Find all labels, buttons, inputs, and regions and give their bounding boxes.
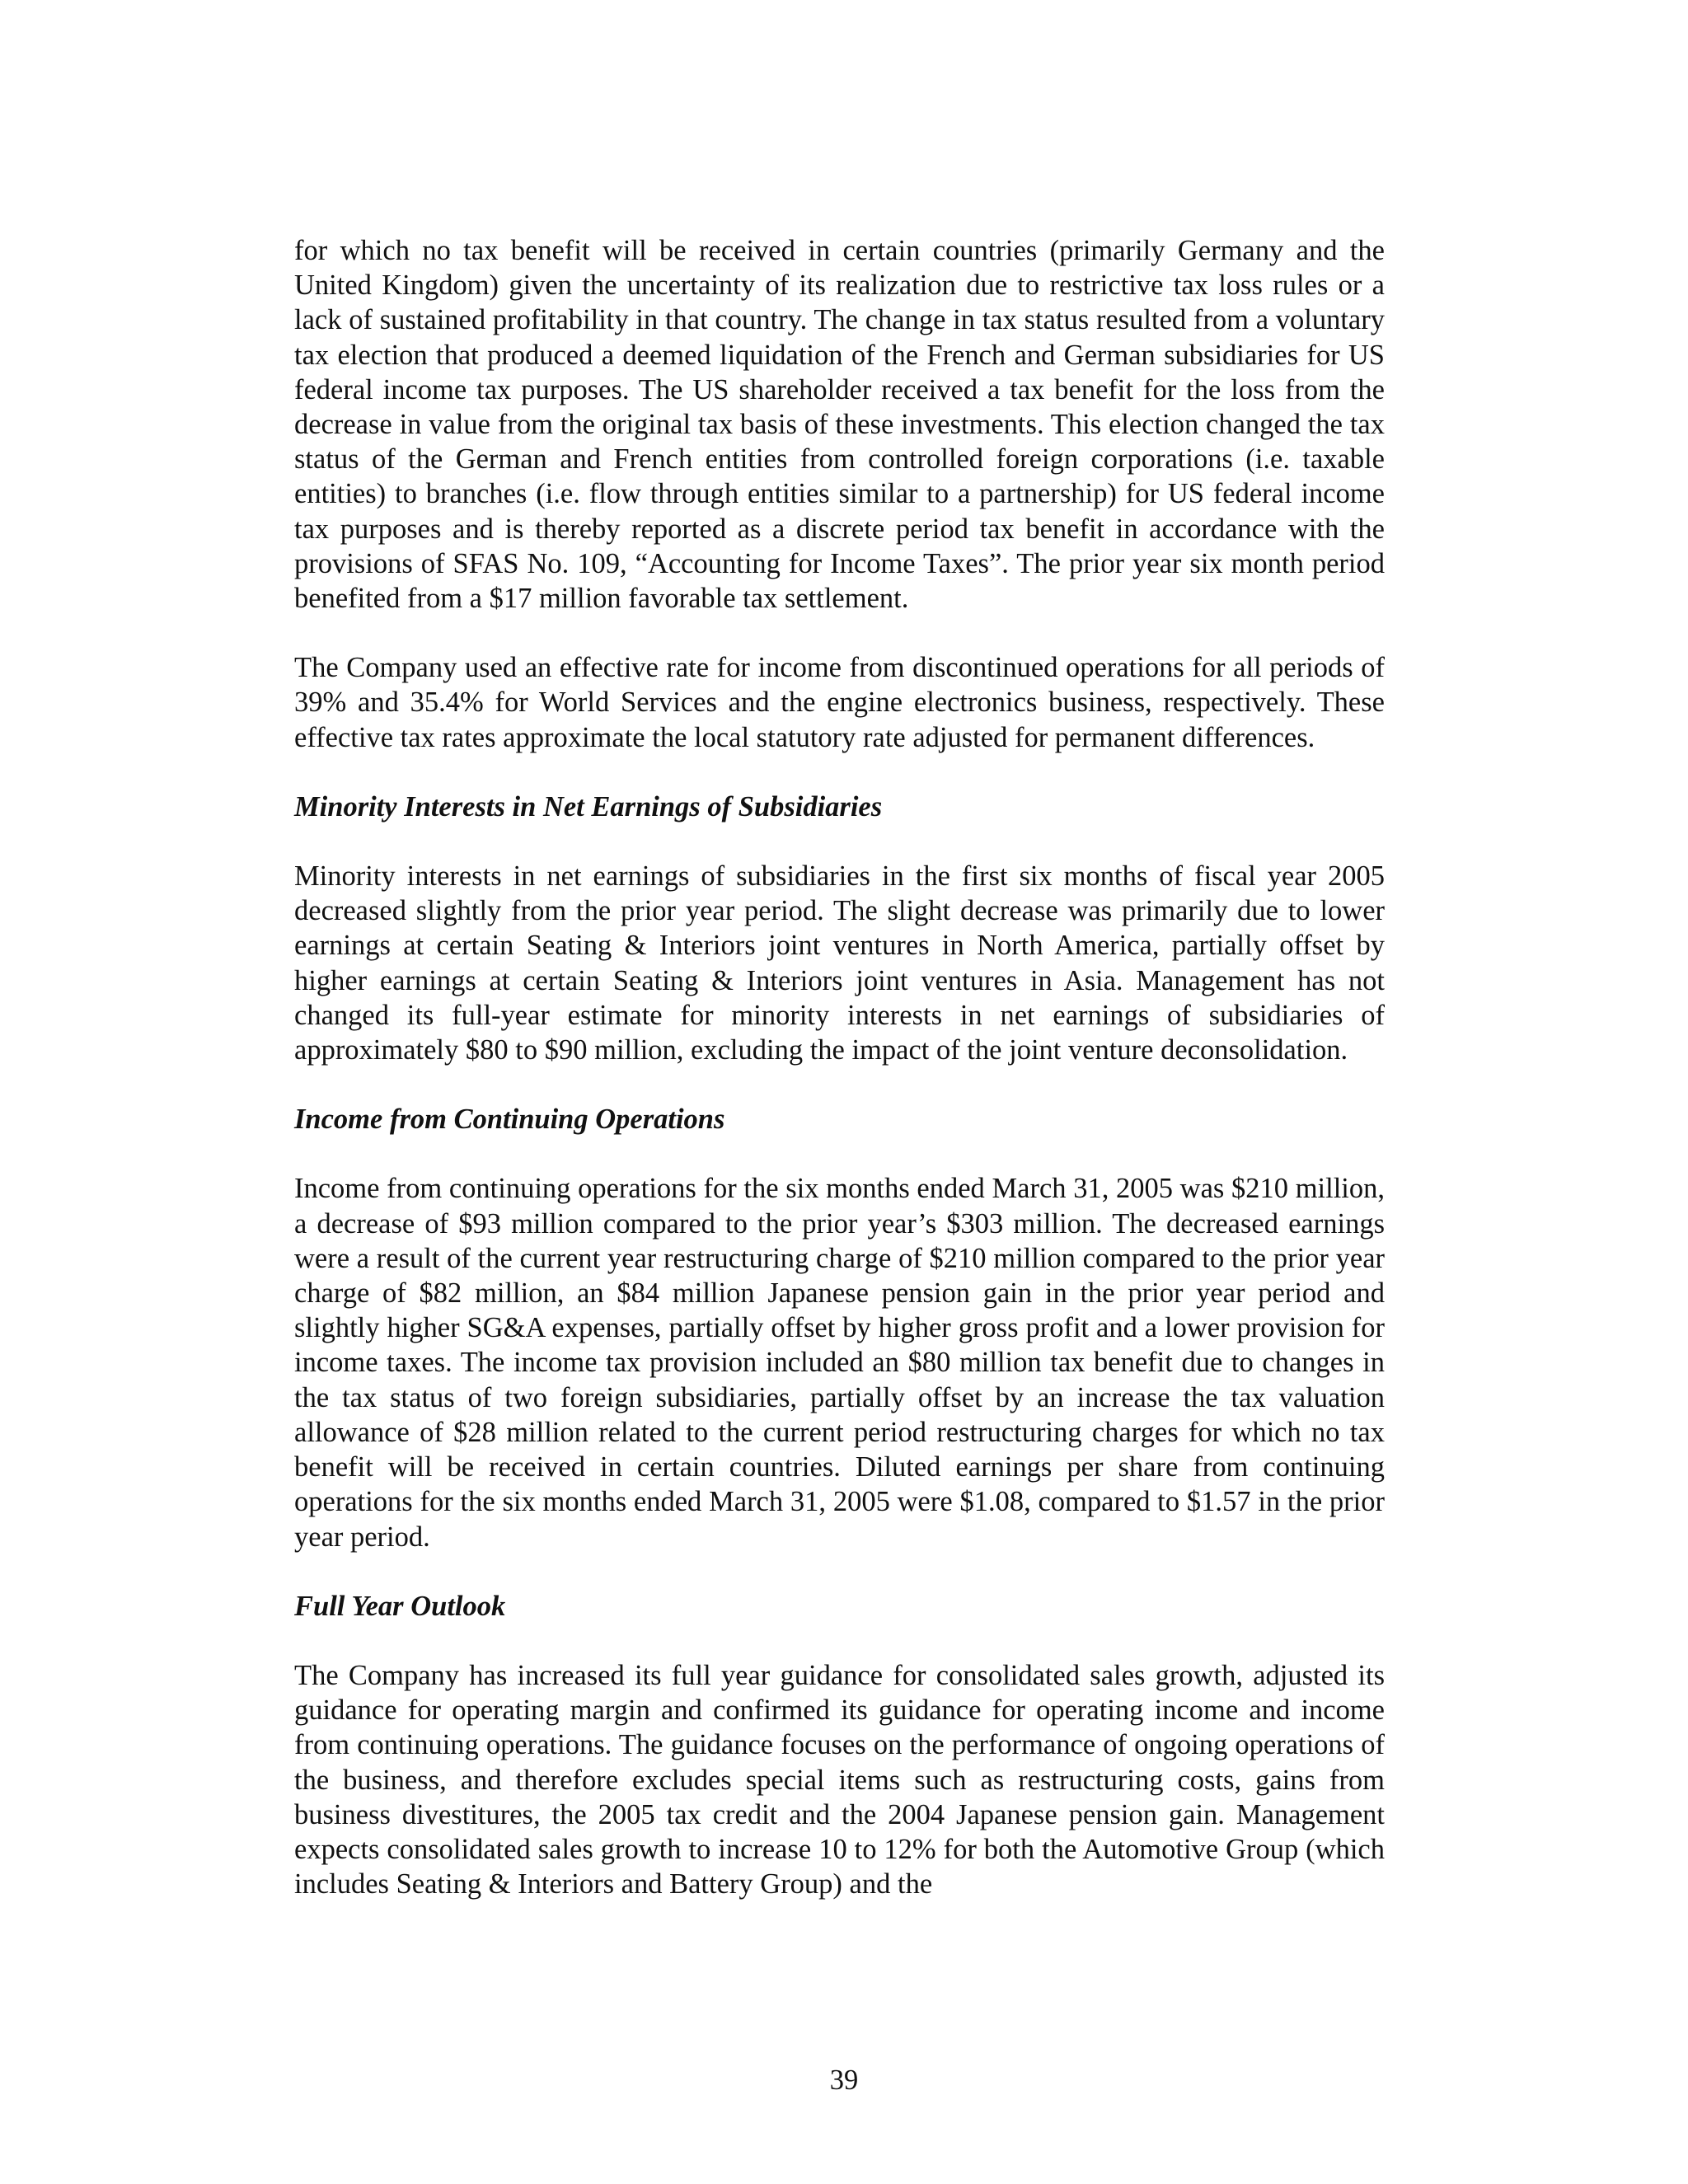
paragraph-spacer — [294, 1067, 1385, 1102]
paragraph-income-continuing-operations: Income from continuing operations for the six months ended March 31, 2005 was $210 million, a decrease of $93 million compared to the prior year’s $303 million. The decreased earnings were a result of the current year restructuring charge of $210 million compared to the prior year charge of $82 million, an $84 million Japanese pension gain in the prior year period and slightly higher SG&A expenses, partially offset by higher gross profit and a lower provision for income taxes. The income tax provision included an $80 million tax benefit due to changes in the tax status of two foreign subsidiaries, partially offset by an increase the tax valuation allowance of $28 million related to the current period restructuring charges for which no tax benefit will be received in certain countries. Diluted earnings per share from continuing operations for the six months ended March 31, 2005 were $1.08, compared to $1.57 in the prior year period. — [294, 1173, 1385, 1553]
page-number: 39 — [829, 2064, 859, 2096]
paragraph-spacer — [294, 1137, 1385, 1171]
paragraph-minority-interests: Minority interests in net earnings of subsidiaries in the first six months of fiscal year 2005 decreased slightly from the prior year period. The slight decrease was primarily due to lower earnings at certain Seating & Interiors joint ventures in North America, partially offset by higher earnings at certain Seating & Interiors joint ventures in Asia. Management has not changed its full-year estimate for minority interests in net earnings of subsidiaries of approximately $80 to $90 million, excluding the impact of the joint venture deconsolidation. — [294, 860, 1385, 1066]
paragraph-spacer — [294, 755, 1385, 790]
document-body — [294, 233, 1385, 1901]
paragraph-spacer — [294, 1624, 1385, 1658]
paragraph-tax-benefit: for which no tax benefit will be received in certain countries (primarily Germany and the United Kingdom) given the uncertainty of its realization due to restrictive tax loss rules or a lack of sustained profitability in that country. The change in tax status resulted from a voluntary tax election that produced a deemed liquidation of the French and German subsidiaries for US federal income tax purposes. The US shareholder received a tax benefit for the loss from the decrease in value from the original tax basis of these investments. This election changed the tax status of the German and French entities from controlled foreign corporations (i.e. taxable entities) to branches (i.e. flow through entities similar to a partnership) for US federal income tax purposes and is thereby reported as a discrete period tax benefit in accordance with the provisions of SFAS No. 109, “Accounting for Income Taxes”. The prior year six month period benefited from a $17 million favorable tax settlement. — [294, 235, 1385, 615]
paragraph-spacer — [294, 824, 1385, 859]
paragraph-effective-rate: The Company used an effective rate for income from discontinued operations for all periods of 39% and 35.4% for World Services and the engine electronics business, respectively. These effective tax rates approximate the local statutory rate adjusted for permanent differences. — [294, 652, 1385, 753]
heading-minority-interests: Minority Interests in Net Earnings of Subsidiaries — [294, 790, 883, 823]
heading-full-year-outlook: Full Year Outlook — [294, 1590, 506, 1622]
paragraph-spacer — [294, 1554, 1385, 1589]
paragraph-full-year-outlook: The Company has increased its full year guidance for consolidated sales growth, adjusted its guidance for operating margin and confirmed its guidance for operating income and income from continuing operations. The guidance focuses on the performance of ongoing operations of the business, and therefore excludes special items such as restructuring costs, gains from business divestitures, the 2005 tax credit and the 2004 Japanese pension gain. Management expects consolidated sales growth to increase 10 to 12% for both the Automotive Group (which includes Seating & Interiors and Battery Group) and the — [294, 1659, 1385, 1900]
heading-income-continuing-operations: Income from Continuing Operations — [294, 1104, 725, 1136]
paragraph-spacer — [294, 616, 1385, 650]
